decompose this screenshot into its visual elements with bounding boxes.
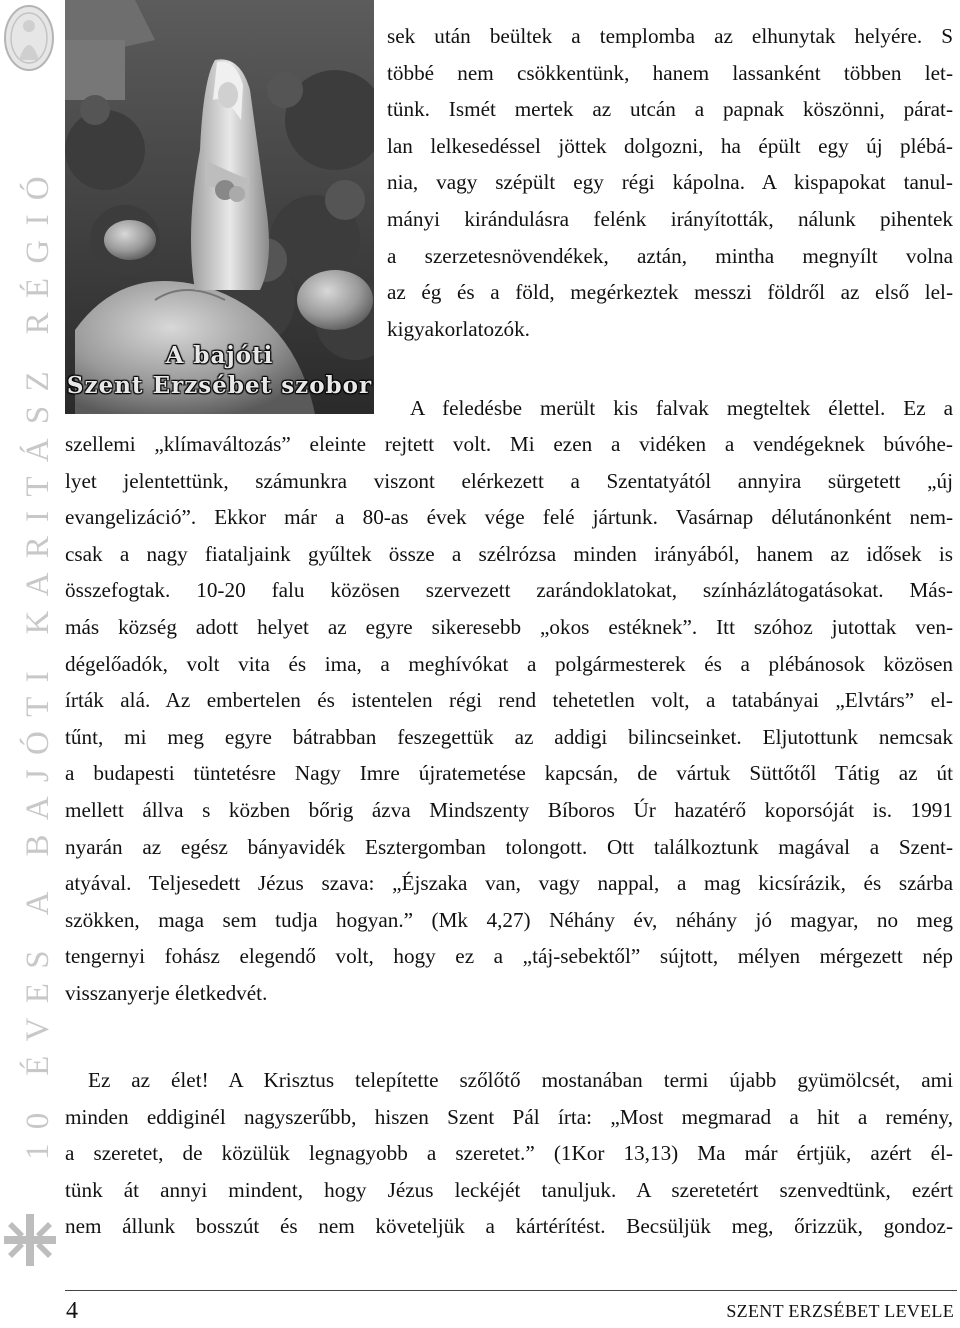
statue-photo (65, 0, 374, 414)
text-line: a szerzetesnövendékek, aztán, mintha megnyílt volna (387, 243, 953, 268)
text-line: mellett állva s közben bőrig ázva Mindszenty Bíboros Úr hazatérő koporsóját is. 1991 (65, 797, 953, 822)
text-line: nyarán az egész bányavidék Esztergomban tolongott. Ott találkoztunk magával a Szent- (65, 834, 953, 859)
photo-caption-line2: Szent Erzsébet szobor (66, 372, 373, 399)
footer-divider (65, 1290, 957, 1291)
text-line: összefogtak. 10-20 falu közösen szervezett zarándoklatokat, színházlátogatásokat. Más- (65, 578, 953, 603)
text-line: visszanyerje életkedvét. (65, 980, 268, 1005)
text-line: szellemi „klímaváltozás” eleinte rejtett volt. Mi ezen a vidéken a vendégeknek búvóhe- (65, 432, 953, 456)
text-line: tünk át annyi mindent, hogy Jézus leckéjét tanuljuk. A szeretetért szenvedtünk, ezért (65, 1177, 953, 1202)
text-line: szökken, maga sem tudja hogyan.” (Mk 4,27) Néhány év, néhány jó magyar, no meg (65, 907, 953, 932)
text-line: tünk. Ismét mertek az utcán a papnak köszönni, párat- (387, 97, 953, 122)
text-line: nem állunk bosszút és nem követeljük a kártérítést. Becsüljük meg, őrizzük, gondoz- (65, 1214, 953, 1239)
page-number: 4 (66, 1298, 78, 1324)
text-line: lyet jelentettünk, számunkra viszont elérkezett a Szentatyától annyira sürgetett „új (65, 468, 953, 493)
paragraph-main (65, 426, 953, 1012)
text-line: sek után beültek a templomba az elhunytak helyére. S (387, 24, 953, 48)
text-line: dégelőadók, volt vita és ima, a meghívókat a polgármesterek és a plébánosok közösen (65, 651, 953, 676)
text-line: Ez az élet! A Krisztus telepítette szőlőtő mostanában termi újabb gyümölcsét, ami (88, 1068, 953, 1092)
text-line: mányi kirándulásra felénk irányították, nálunk pihentek (387, 206, 953, 231)
side-banner-title: 10 ÉVES A BAJÓTI KARITÁSZ RÉGIÓ (20, 162, 56, 1160)
text-line: írták alá. Az embertelen és istentelen régi rend tehetetlen volt, a tatabányai „Elvtárs” el- (65, 688, 953, 713)
paragraph-top (387, 18, 953, 347)
text-line: más község adott helyet az egyre sikeresebb „okos estéknek”. Itt szóhoz jutottak ven- (65, 614, 953, 639)
text-line: A feledésbe merült kis falvak megteltek élettel. Ez a (410, 396, 953, 420)
caritas-cross-icon (2, 1212, 58, 1268)
text-line: tengernyi fohász elegendő volt, hogy ez a „táj-sebektől” sújtott, mélyen mérgezett nép (65, 944, 953, 969)
text-line: atyával. Teljesedett Jézus szava: „Éjszaka van, vagy nappal, a mag kicsírázik, és szárba (65, 871, 953, 896)
text-line: tűnt, mi meg egyre bátrabban feszegettük az addigi bilincseinket. Eljutottunk nemcsak (65, 724, 953, 749)
text-line: kigyakorlatozók. (387, 316, 530, 341)
text-line: nia, vagy szépült egy régi kápolna. A kispapokat tanul- (387, 170, 953, 195)
text-line: evangelizáció”. Ekkor már a 80-as évek vége felé jártunk. Vasárnap délutánonként nem- (65, 505, 953, 530)
text-line: az ég és a föld, megérkeztek messzi földről az első lel- (387, 280, 953, 305)
paragraph-last (65, 1062, 953, 1245)
text-line: a szeretet, de közülük legnagyobb a szeretet.” (1Kor 13,13) Ma már értjük, azért él- (65, 1141, 953, 1166)
text-line: minden eddiginél nagyszerűbb, hiszen Szent Pál írta: „Most megmarad a hit a remény, (65, 1104, 953, 1129)
text-line: lan lelkesedéssel jöttek dolgozni, ha épült egy új plébá- (387, 133, 953, 158)
photo-caption-line1: A bajóti (165, 342, 274, 369)
text-line: csak a nagy fiataljaink gyűltek össze a szélrózsa minden irányából, hanem az idősek is (65, 541, 953, 566)
text-line: többé nem csökkentünk, hanem lassanként többen let- (387, 60, 953, 85)
text-line: a budapesti tüntetésre Nagy Imre újratemetése kapcsán, de vártuk Süttőtől Tátig az út (65, 761, 953, 786)
publication-title: SZENT ERZSÉBET LEVELE (726, 1301, 954, 1321)
st-elizabeth-emblem-icon (2, 2, 56, 74)
paragraph-indent-line (410, 390, 953, 427)
